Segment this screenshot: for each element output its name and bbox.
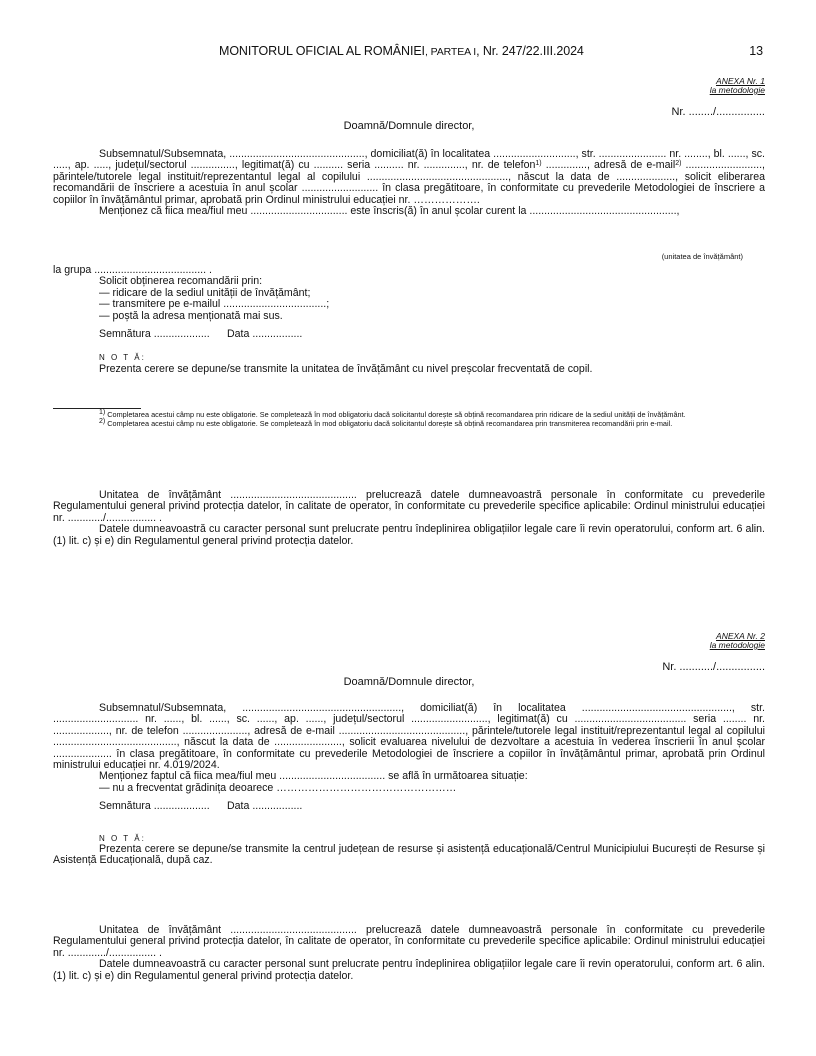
- annex-2-request-paragraph: Subsemnatul/Subsemnata, ......................................................, domiciliat(ă) în localitatea ..................................................., str. ............................. nr. ......, bl. ......, sc. ......, ap. ......, județul/sectorul .........................., legitimat(ă) cu ...................................... seria ........ nr. ..................., nr. de telefon ......................, adresă de e-mail ..........................................., părintele/tutorele legal instituit/reprezentantul legal al copilului .........................................., născut la data de ......................., solicit evaluarea nivelului de dezvoltare a acestuia în vederea înscrierii în anul școlar .................... în clasa pregătitoare, în conformitate cu prevederile Metodologiei de înscriere a copiilor în învățământul primar, aprobată prin Ordinul ministrului educației nr. 4.019/2024.: [53, 702, 765, 772]
- footnotes: [53, 411, 765, 428]
- title-part: , PARTEA I: [424, 46, 477, 58]
- annex-2-gdpr: [53, 925, 765, 982]
- request-text: .........................., părintele/tutorele legal instituit/reprezentantul legal al copilului ................................................, născut la data de ...................., solicit eliberarea recomandării de înscriere a acestuia în anul școlar .......................... în clasa pregătitoare, în conformitate cu prevederile Metodologiei de înscriere a copiilor în învățământul primar, aprobată prin Ordinul ministrului educației nr. ……………….: [53, 159, 765, 206]
- school-unit-caption: (unitatea de învățământ): [661, 252, 743, 261]
- footnote-2: [53, 417, 765, 429]
- annex-1-mention: Menționez că fiica mea/fiul meu ................................. este înscris(ă) în anul școlar curent la ..................................................,: [99, 205, 680, 218]
- annex-1-gdpr: [53, 490, 765, 547]
- footnote-ref-1: 1): [535, 160, 542, 168]
- gdpr-paragraph-2: Datele dumneavoastră cu caracter personal sunt prelucrate pentru îndeplinirea obligațiilor legale care îi revin operatorului, conform art. 6 alin. (1) lit. c) și e) din Regulamentul general privind protecția datelor.: [53, 523, 765, 547]
- annex-2-sublabel: la metodologie: [709, 640, 765, 650]
- annex-1-registration-number: Nr. ......../................: [671, 106, 765, 118]
- annex-1-group: [53, 265, 765, 375]
- address-line: nr. ........, bl. ......, sc. ....., ap. ....., județul/sectorul ..............., legitimat(ă) cu .......... seria .......... nr. .............., nr. de telefon: [53, 148, 765, 172]
- footnote-ref-2: 2): [675, 160, 682, 168]
- delivery-options: [53, 276, 765, 375]
- footnote-2-text: Completarea acestui câmp nu este obligatorie. Se completează în mod obligatoriu dacă solicitantul dorește să obțină recomandarea prin transmiterea recomandării prin e-mail.: [105, 418, 673, 428]
- signature-row: [99, 329, 765, 340]
- annex-2-option: — nu a frecventat grădinița deoarece ……………………………………………: [99, 781, 457, 794]
- annex-2-situation: [53, 771, 765, 844]
- nota-text: Prezenta cerere se depune/se transmite la unitatea de învățământ cu nivel preșcolar frecventată de copil.: [99, 362, 593, 375]
- delivery-option-email: — transmitere pe e-mailul ...................................;: [99, 298, 330, 311]
- annex-2-mention: Menționez faptul că fiica mea/fiul meu .................................... se află în următoarea situație:: [99, 770, 528, 783]
- email-label: adresă de e-mail: [593, 159, 676, 172]
- nota-label: N O T Ă:: [99, 353, 146, 363]
- annex-2-title: ANEXA Nr. 2: [716, 631, 765, 641]
- signature-field: Semnătura ...................: [99, 328, 210, 341]
- gdpr-paragraph-1: Unitatea de învățământ ........................................... prelucrează datele dumneavoastră personale în conformitate cu prevederile Regulamentului general privind protecția datelor, în calitate de operator, în conformitate cu prevederile specifice aplicabile: Ordinul ministrului educației nr. ............/................. .: [53, 489, 765, 524]
- annex-2-nota-text: Prezenta cerere se depune/se transmite la centrul județean de resurse și asistență educațională/Centrul Municipiului București de Resurse și Asistență Educațională, după caz.: [53, 843, 765, 867]
- annex-1-title: ANEXA Nr. 1: [716, 76, 765, 86]
- delivery-intro: Solicit obținerea recomandării prin:: [99, 275, 263, 288]
- phone-field: ..............,: [541, 159, 590, 172]
- annex-1-label: [710, 77, 765, 95]
- annex-2-nota-label: N O T Ă:: [99, 833, 146, 843]
- annex-2-salutation: Doamnă/Domnule director,: [343, 676, 475, 688]
- delivery-option-pickup: — ridicare de la sediul unității de învățământ;: [99, 286, 311, 299]
- page-header: [53, 44, 765, 64]
- annex-2-gdpr-paragraph-1: Unitatea de învățământ ........................................... prelucrează datele dumneavoastră personale în conformitate cu prevederile Regulamentului general privind protecția datelor, în calitate de operator, în conformitate cu prevederile specifice aplicabile: Ordinul ministrului educației nr. ............./................ .: [53, 924, 765, 959]
- footnote-2-mark: 2): [99, 417, 106, 425]
- annex-2-label: [710, 632, 765, 650]
- annex-2-gdpr-paragraph-2: Datele dumneavoastră cu caracter personal sunt prelucrate pentru îndeplinirea obligațiilor legale care îi revin operatorului, conform art. 6 alin. (1) lit. c) și e) din Regulamentul general privind protecția datelor.: [53, 958, 765, 982]
- annex-1-salutation: Doamnă/Domnule director,: [343, 120, 475, 132]
- annex-2-body: [53, 703, 765, 867]
- date-field: Data .................: [227, 328, 303, 341]
- publication-title: [219, 44, 584, 58]
- page-number: 13: [749, 44, 763, 58]
- annex-2-date-field: Data .................: [227, 800, 303, 813]
- delivery-option-post: — poștă la adresa menționată mai sus.: [99, 309, 283, 322]
- footnote-1-text: Completarea acestui câmp nu este obligatorie. Se completează în mod obligatoriu dacă solicitantul dorește să obțină recomandarea prin ridicare de la sediul unității de învățământ.: [105, 410, 686, 419]
- annex-2-signature-field: Semnătura ...................: [99, 800, 210, 813]
- title-issue: , Nr. 247/22.III.2024: [476, 44, 584, 58]
- title-main: MONITORUL OFICIAL AL ROMÂNIEI: [219, 44, 425, 58]
- footnote-1-mark: 1): [99, 409, 106, 416]
- annex-1-sublabel: la metodologie: [709, 85, 765, 95]
- annex-2-registration-number: Nr. .........../................: [662, 661, 765, 673]
- annex-1-body: [53, 149, 765, 217]
- annex-2-signature-row: [99, 801, 765, 812]
- footnote-divider: [53, 408, 141, 409]
- annex-1-request-paragraph: [53, 149, 765, 206]
- group-line: la grupa ...................................... .: [53, 264, 212, 276]
- applicant-line: Subsemnatul/Subsemnata, .............................................., domiciliat(ă) în localitatea ............................, str. .......................: [99, 148, 667, 160]
